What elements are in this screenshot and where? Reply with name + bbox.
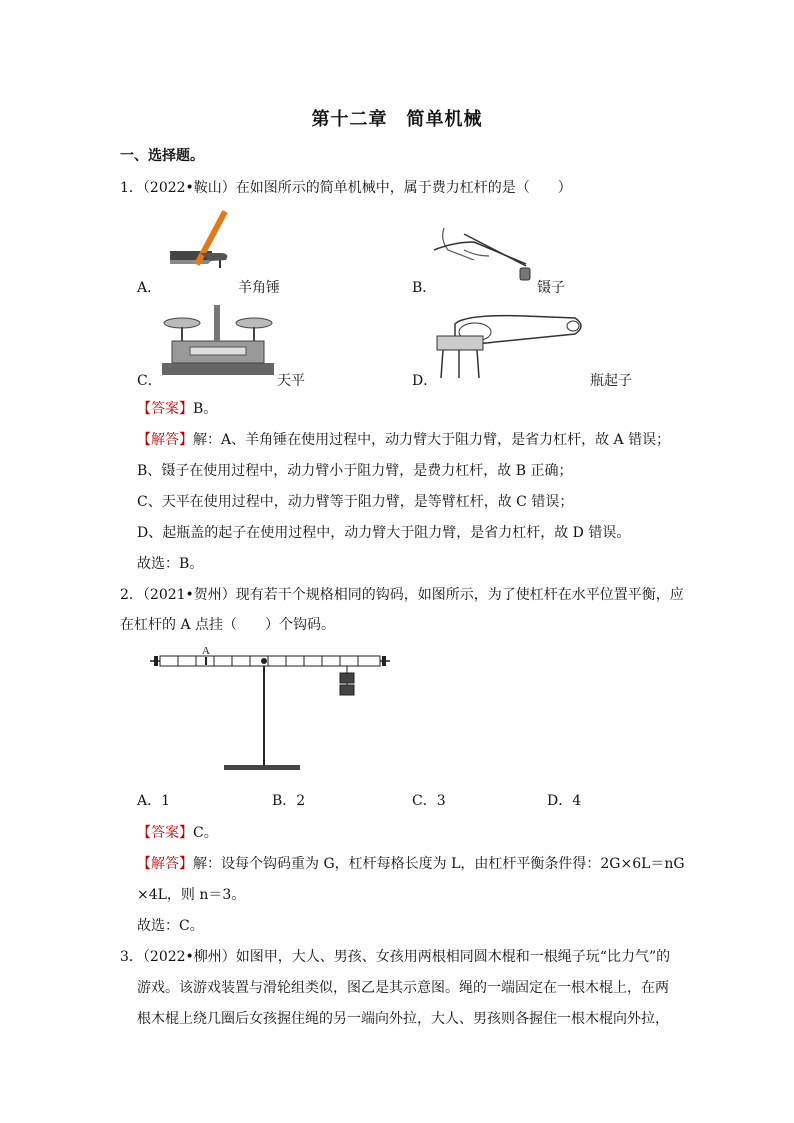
analysis-label: 【解答】 <box>137 432 193 448</box>
q2-analysis-line-2: ×4L，则 n＝3。 <box>137 887 246 903</box>
page-title: 第十二章 简单机械 <box>311 109 483 130</box>
question-3-line-2: 游戏。该游戏装置与滑轮组类似，图乙是其示意图。绳的一端固定在一根木棍上，在两 <box>137 980 669 996</box>
claw-hammer-image <box>170 208 250 270</box>
option-c-name: 天平 <box>277 373 305 389</box>
lever-diagram <box>150 643 390 775</box>
q2-answer <box>137 822 218 842</box>
balance-scale-image <box>162 303 277 383</box>
q2-option-d: D．4 <box>547 793 582 809</box>
question-2-stem-line-1: 2．（2021•贺州）现有若干个规格相同的钩码，如图所示，为了使杠杆在水平位置平衡，应 <box>120 587 684 603</box>
option-b-name: 镊子 <box>537 280 565 296</box>
option-a-letter: A． <box>137 280 162 296</box>
bottle-opener-image <box>435 314 590 384</box>
point-a-label: A <box>202 645 210 657</box>
q2-choose: 故选：C。 <box>137 918 204 934</box>
q1-analysis-line-3: C、天平在使用过程中，动力臂等于阻力臂，是等臂杠杆，故 C 错误； <box>137 494 574 510</box>
analysis-text: 解：A、羊角锤在使用过程中，动力臂大于阻力臂，是省力杠杆，故 A 错误； <box>193 432 671 448</box>
q1-answer <box>137 398 217 418</box>
q1-analysis-line-4: D、起瓶盖的起子在使用过程中，动力臂大于阻力臂，是省力杠杆，故 D 错误。 <box>137 525 631 541</box>
analysis-text: 解：设每个钩码重为 G，杠杆每格长度为 L，由杠杆平衡条件得：2G×6L＝nG <box>193 856 685 872</box>
option-d-name: 瓶起子 <box>590 373 632 389</box>
answer-value: C。 <box>193 825 218 841</box>
analysis-label: 【解答】 <box>137 856 193 872</box>
question-3-line-3: 根木棍上绕几圈后女孩握住绳的另一端向外拉，大人、男孩则各握住一根木棍向外拉， <box>137 1011 669 1027</box>
tweezers-image <box>434 220 544 290</box>
option-b-letter: B． <box>412 280 437 296</box>
question-1-stem: 1．（2022•鞍山）在如图所示的简单机械中，属于费力杠杆的是（ ） <box>120 180 572 196</box>
option-c-letter: C． <box>137 373 162 389</box>
question-3-line-1: 3．（2022•柳州）如图甲，大人、男孩、女孩用两根相同圆木棍和一根绳子玩“比力气”的 <box>120 949 671 965</box>
answer-label: 【答案】 <box>137 825 193 841</box>
q2-analysis-line-1 <box>137 853 685 873</box>
q1-analysis-line-1 <box>137 429 670 449</box>
answer-value: B。 <box>193 401 218 417</box>
option-a-name: 羊角锤 <box>238 280 280 296</box>
section-heading: 一、选择题。 <box>120 148 204 164</box>
question-2-stem-line-2: 在杠杆的 A 点挂（ ）个钩码。 <box>120 617 336 633</box>
q1-choose: 故选：B。 <box>137 556 204 572</box>
q1-analysis-line-2: B、镊子在使用过程中，动力臂小于阻力臂，是费力杠杆，故 B 正确； <box>137 463 573 479</box>
q2-option-a: A．1 <box>137 793 171 809</box>
q2-option-b: B．2 <box>272 793 306 809</box>
option-d-letter: D． <box>412 373 438 389</box>
answer-label: 【答案】 <box>137 401 193 417</box>
q2-option-c: C．3 <box>412 793 446 809</box>
